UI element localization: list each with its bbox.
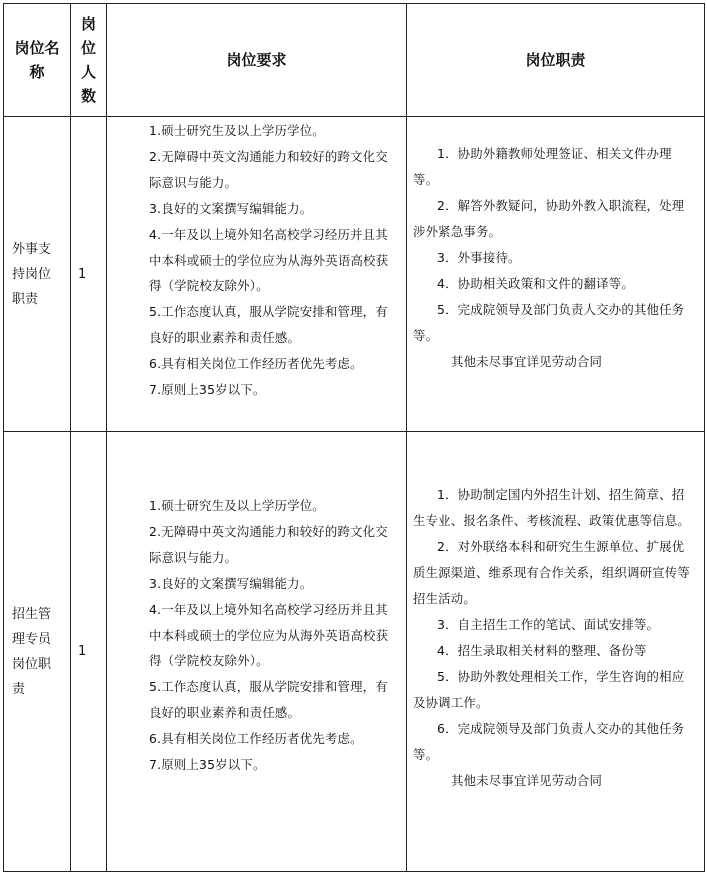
requirement-item: 4.一年及以上境外知名高校学习经历并且其中本科或硕士的学位应为从海外英语高校获得（学院校友除外）。 xyxy=(149,226,389,294)
duties-list xyxy=(407,432,704,794)
header-row xyxy=(4,4,705,117)
duty-item: 5．协助外教处理相关工作，学生咨询的相应及协调工作。 xyxy=(413,669,685,710)
job-table xyxy=(3,3,705,872)
contract-note: 其他未尽事宜详见劳动合同 xyxy=(451,354,603,369)
header-duties: 岗位职责 xyxy=(407,4,705,117)
requirement-item: 4.一年及以上境外知名高校学习经历并且其中本科或硕士的学位应为从海外英语高校获得（学院校友除外）。 xyxy=(149,601,389,669)
position-name: 招生管理专员岗位职责 xyxy=(4,432,71,872)
requirement-item: 6.具有相关岗位工作经历者优先考虑。 xyxy=(149,356,363,372)
header-requirements: 岗位要求 xyxy=(107,4,407,117)
position-name: 外事支持岗位职责 xyxy=(4,117,71,432)
duty-item: 4．协助相关政策和文件的翻译等。 xyxy=(437,276,634,291)
contract-note: 其他未尽事宜详见劳动合同 xyxy=(451,773,603,788)
requirement-item: 5.工作态度认真，服从学院安排和管理，有良好的职业素养和责任感。 xyxy=(149,304,388,346)
duty-item: 4．招生录取相关材料的整理、备份等 xyxy=(437,643,647,658)
requirement-item: 5.工作态度认真，服从学院安排和管理，有良好的职业素养和责任感。 xyxy=(149,679,388,721)
duty-item: 6．完成院领导及部门负责人交办的其他任务等。 xyxy=(413,721,685,762)
requirement-item: 3.良好的文案撰写编辑能力。 xyxy=(149,575,313,591)
position-count: 1 xyxy=(71,117,107,432)
duty-item: 3．外事接待。 xyxy=(437,250,521,265)
requirement-item: 2.无障碍中英文沟通能力和较好的跨文化交际意识与能力。 xyxy=(149,523,388,565)
requirement-item: 1.硕士研究生及以上学历学位。 xyxy=(149,123,325,138)
requirement-item: 2.无障碍中英文沟通能力和较好的跨文化交际意识与能力。 xyxy=(149,148,388,190)
header-position-count: 岗位人数 xyxy=(71,4,107,117)
duty-item: 1．协助制定国内外招生计划、招生简章、招生专业、报名条件、考核流程、政策优惠等信息。 xyxy=(413,487,690,528)
requirement-item: 7.原则上35岁以下。 xyxy=(149,757,266,773)
requirements-list xyxy=(107,117,406,403)
duty-item: 5．完成院领导及部门负责人交办的其他任务等。 xyxy=(413,302,685,343)
table-row xyxy=(4,117,705,432)
duty-item: 3．自主招生工作的笔试、面试安排等。 xyxy=(437,617,660,632)
requirement-item: 7.原则上35岁以下。 xyxy=(149,382,266,398)
header-position-name: 岗位名称 xyxy=(4,4,71,117)
requirements-cell xyxy=(107,117,407,432)
duties-list xyxy=(407,117,704,375)
requirements-cell xyxy=(107,432,407,872)
duty-item: 2．对外联络本科和研究生生源单位、扩展优质生源渠道、维系现有合作关系，组织调研宣传等招生活动。 xyxy=(413,539,690,606)
requirement-item: 3.良好的文案撰写编辑能力。 xyxy=(149,200,313,216)
requirement-item: 6.具有相关岗位工作经历者优先考虑。 xyxy=(149,731,363,747)
table-row xyxy=(4,432,705,872)
duties-cell xyxy=(407,117,705,432)
duty-item: 2．解答外教疑问，协助外教入职流程，处理涉外紧急事务。 xyxy=(413,198,685,239)
position-count: 1 xyxy=(71,432,107,872)
duties-cell xyxy=(407,432,705,872)
duty-item: 1．协助外籍教师处理签证、相关文件办理等。 xyxy=(413,146,672,187)
requirements-list xyxy=(107,432,406,778)
requirement-item: 1.硕士研究生及以上学历学位。 xyxy=(149,498,325,513)
